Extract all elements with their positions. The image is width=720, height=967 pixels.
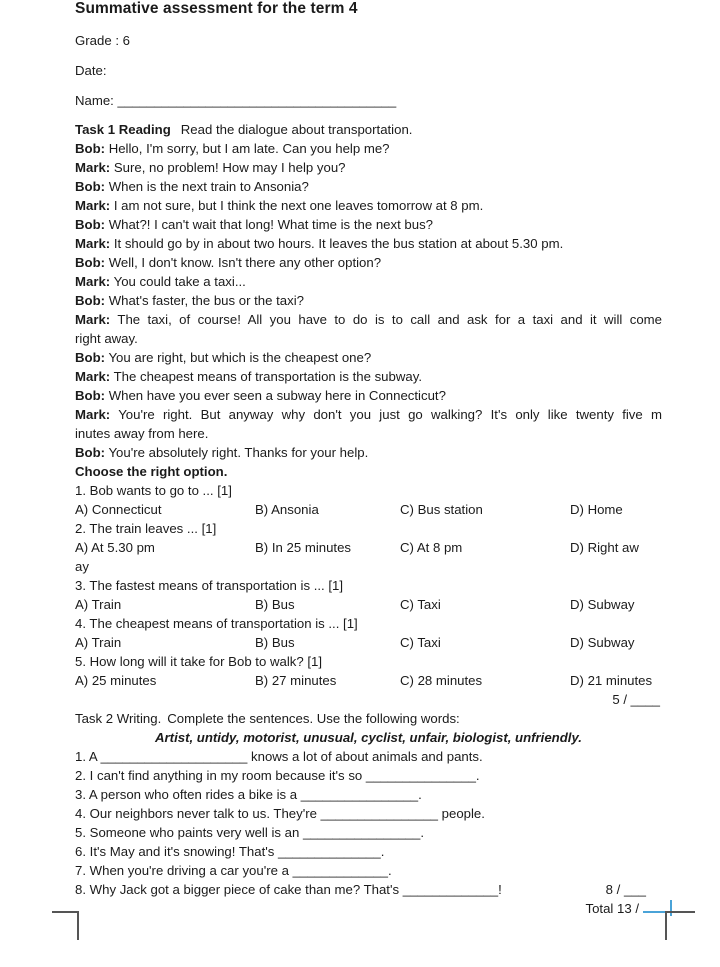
writing-sentence: 2. I can't find anything in my room because it's so _______________. — [75, 768, 480, 783]
answer-option: D) Subway — [570, 635, 635, 650]
word-bank: Artist, untidy, motorist, unusual, cyclist, unfair, biologist, unfriendly. — [155, 730, 582, 745]
dialogue-line: Mark: It should go by in about two hours. It leaves the bus station at about 5.30 pm. — [75, 236, 564, 251]
sentences-block — [75, 747, 662, 880]
options-row — [75, 671, 662, 690]
answer-option: B) 27 minutes — [255, 673, 337, 688]
dialogue-line: Mark: You're right. But anyway why don't you just go walking? It's only like twenty five m — [75, 407, 662, 422]
dialogue-line: Bob: When is the next train to Ansonia? — [75, 179, 309, 194]
answer-option: A) Train — [75, 597, 122, 612]
question-text: 4. The cheapest means of transportation is ... [1] — [75, 616, 358, 631]
speaker-name: Mark: — [75, 236, 111, 251]
options-row — [75, 595, 662, 614]
answer-option: A) Connecticut — [75, 502, 162, 517]
speaker-name: Bob: — [75, 217, 106, 232]
question-text: 2. The train leaves ... [1] — [75, 521, 217, 536]
speaker-name: Bob: — [75, 388, 106, 403]
task2-score: 8 / ___ — [605, 882, 646, 897]
answer-option: A) At 5.30 pm — [75, 540, 155, 555]
dialogue-continuation: right away. — [75, 331, 138, 346]
dialogue-block — [75, 139, 662, 462]
speaker-name: Mark: — [75, 407, 111, 422]
crop-corner-left-icon — [52, 911, 79, 940]
name-line — [75, 91, 662, 110]
answer-option: B) Bus — [255, 635, 295, 650]
answer-option: D) Home — [570, 502, 623, 517]
task2-heading-line — [75, 709, 662, 728]
question-text: 5. How long will it take for Bob to walk? [1] — [75, 654, 323, 669]
writing-sentence: 3. A person who often rides a bike is a ________________. — [75, 787, 422, 802]
speaker-name: Mark: — [75, 160, 111, 175]
answer-option: B) Ansonia — [255, 502, 319, 517]
dialogue-line: Bob: Hello, I'm sorry, but I am late. Can you help me? — [75, 141, 390, 156]
answer-option: D) 21 minutes — [570, 673, 653, 688]
answer-option: C) Bus station — [400, 502, 483, 517]
dialogue-line: Bob: What?! I can't wait that long! What time is the next bus? — [75, 217, 433, 232]
crop-corner-right-icon — [665, 911, 695, 940]
total-line — [75, 899, 672, 918]
dialogue-line: Bob: You're absolutely right. Thanks for your help. — [75, 445, 369, 460]
answer-option: A) 25 minutes — [75, 673, 157, 688]
task2-heading: Task 2 Writing. — [75, 711, 162, 726]
speaker-name: Bob: — [75, 141, 106, 156]
answer-option: C) At 8 pm — [400, 540, 463, 555]
answer-option: C) Taxi — [400, 597, 441, 612]
dialogue-line: Mark: Sure, no problem! How may I help you? — [75, 160, 346, 175]
writing-sentence: 6. It's May and it's snowing! That's ______________. — [75, 844, 385, 859]
writing-sentence: 8. Why Jack got a bigger piece of cake than me? That's _____________! — [75, 882, 502, 897]
answer-option: C) 28 minutes — [400, 673, 483, 688]
sentence-8-row — [75, 880, 662, 899]
choose-heading: Choose the right option. — [75, 464, 228, 479]
answer-option: D) Right aw — [570, 540, 639, 555]
question-text: 3. The fastest means of transportation is ... [1] — [75, 578, 344, 593]
answer-option: B) Bus — [255, 597, 295, 612]
task1-heading: Task 1 Reading — [75, 122, 171, 137]
writing-sentence: 5. Someone who paints very well is an ________________. — [75, 825, 424, 840]
speaker-name: Bob: — [75, 255, 106, 270]
speaker-name: Bob: — [75, 445, 106, 460]
name-label: Name: — [75, 93, 114, 108]
speaker-name: Mark: — [75, 198, 111, 213]
writing-sentence: 4. Our neighbors never talk to us. They're ________________ people. — [75, 806, 485, 821]
dialogue-line: Bob: When have you ever seen a subway here in Connecticut? — [75, 388, 446, 403]
dialogue-line: Mark: I am not sure, but I think the next one leaves tomorrow at 8 pm. — [75, 198, 484, 213]
dialogue-line: Mark: The cheapest means of transportation is the subway. — [75, 369, 422, 384]
task1-score: 5 / ____ — [612, 692, 660, 707]
writing-sentence: 7. When you're driving a car you're a _____________. — [75, 863, 392, 878]
dialogue-continuation: inutes away from here. — [75, 426, 209, 441]
speaker-name: Mark: — [75, 312, 111, 327]
dialogue-line: Mark: The taxi, of course! All you have to do is to call and ask for a taxi and it will come — [75, 312, 662, 327]
answer-option: A) Train — [75, 635, 122, 650]
speaker-name: Bob: — [75, 293, 106, 308]
options-row — [75, 633, 662, 652]
writing-sentence: 1. A ____________________ knows a lot of about animals and pants. — [75, 749, 483, 764]
option-continuation: ay — [75, 559, 89, 574]
dialogue-line: Mark: You could take a taxi... — [75, 274, 246, 289]
total-label: Total 13 / — [585, 901, 639, 916]
options-row — [75, 500, 662, 519]
question-text: 1. Bob wants to go to ... [1] — [75, 483, 232, 498]
speaker-name: Mark: — [75, 369, 111, 384]
questions-block — [75, 481, 662, 690]
dialogue-line: Bob: What's faster, the bus or the taxi? — [75, 293, 304, 308]
name-blank: ______________________________________ — [117, 93, 397, 108]
answer-option: D) Subway — [570, 597, 635, 612]
options-row — [75, 538, 662, 557]
page-title: Summative assessment for the term 4 — [75, 0, 358, 17]
dialogue-line: Bob: You are right, but which is the cheapest one? — [75, 350, 372, 365]
answer-option: C) Taxi — [400, 635, 441, 650]
speaker-name: Mark: — [75, 274, 111, 289]
speaker-name: Bob: — [75, 350, 106, 365]
speaker-name: Bob: — [75, 179, 106, 194]
dialogue-line: Bob: Well, I don't know. Isn't there any other option? — [75, 255, 382, 270]
task1-instruction: Read the dialogue about transportation. — [180, 122, 413, 137]
grade-line: Grade : 6 — [75, 33, 130, 48]
task1-heading-line — [75, 120, 662, 139]
answer-option: B) In 25 minutes — [255, 540, 352, 555]
task2-instruction: Complete the sentences. Use the following words: — [167, 711, 460, 726]
date-line: Date: — [75, 63, 107, 78]
